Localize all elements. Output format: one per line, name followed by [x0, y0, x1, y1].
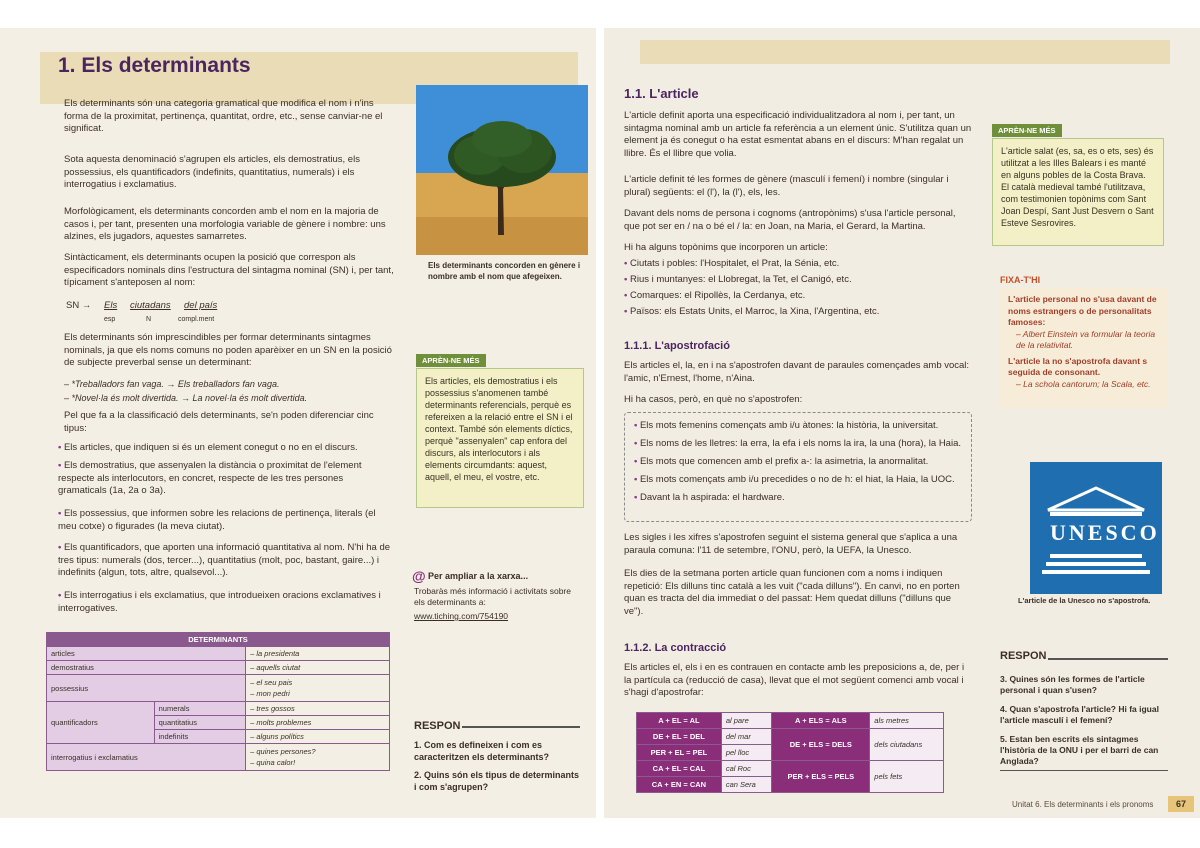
- apren-box-right: L'article salat (es, sa, es o ets, ses) és utilitzat a les Illes Balears i es manté en alguns pobles de la Costa Brava. El català medieval també l'utilitzava, com testimonien topònims com Sant Joan Despí, Sant Just Desvern o Sant Esteve Sesrovires.: [992, 138, 1164, 246]
- fixa-tag: FIXA-T'HI: [1000, 275, 1041, 285]
- table-row: CA + EL = CAL cal Roc PER + ELS = PELS pels fets: [637, 761, 944, 777]
- toponym-bullet-4: • Països: els Estats Units, el Marroc, la Xina, l'Argentina, etc.: [624, 306, 972, 319]
- toponym-bullet-3: • Comarques: el Ripollès, la Cerdanya, etc.: [624, 290, 972, 303]
- table-row: possessius – el seu pais – mon pedri: [47, 675, 390, 702]
- bullet-articles: • Els articles, que indiquen si és un element conegut o no en el discurs.: [58, 442, 394, 455]
- ampliar-text: Trobaràs més informació i activitats sobre els determinants a:: [414, 586, 571, 607]
- table-row: interrogatius i exclamatius – quines persones? – quina calor!: [47, 744, 390, 771]
- contraccio-paragraph: Els articles el, els i en es contrauen en contacte amb les preposicions a, de, per i la partícula ca (reducció de casa), llevat que el mot següent comenci amb vocal i s'hagi d'apostrofar:: [624, 662, 965, 698]
- article-paragraph-1: L'article definit aporta una especificació individualitzadora al nom i, per tant, un sintagma nominal amb un article fa referència a un element únic. S'utilitza quan un element ja és conegut o ha estat esmentat abans en el discurs: M'han regalat un llibre. És el llibre que volia.: [624, 110, 972, 159]
- question-4: 4. Quan s'apostrofa l'article? Hi fa igual l'article masculí i el femení?: [1000, 704, 1159, 725]
- table-row: indefinits – alguns polítics: [47, 730, 390, 744]
- table-row: articles – la presidenta: [47, 647, 390, 661]
- sn-word-1: Els: [104, 300, 118, 311]
- respon-heading-right: RESPON: [1000, 650, 1047, 662]
- unesco-logo: [1030, 462, 1162, 594]
- article-paragraph-2: L'article definit té les formes de gènere (masculí i femení) i nombre (singular i plural) següents: el (l'), la (l'), els, les.: [624, 174, 949, 198]
- chapter-title: 1. Els determinants: [58, 54, 251, 77]
- sn-word-2: ciutadans: [130, 300, 171, 311]
- determinants-table: [46, 632, 390, 771]
- apren-tag-left: APRÈN-NE MÉS: [416, 354, 486, 367]
- intro-paragraph: Els determinants són una categoria gramatical que modifica el nom i n'ins forma de la proximitat, pertinença, quantitat, ordre, etc., sense canviar-ne el significat.: [64, 98, 383, 134]
- ampliar-title: Per ampliar a la xarxa...: [428, 571, 529, 581]
- bullet-quantificadors: • Els quantificadors, que aporten una informació quantitativa al nom. N'hi ha de tres tipus: numerals (dos, tercer...), quantitatius (molt, poc, bastant, gaire...) i indefinits (algun, tots, altre, qualsevol...).: [58, 542, 394, 580]
- table-row: PER + EL = PEL pel lloc: [637, 745, 944, 761]
- sn-word-3: del país: [184, 300, 218, 311]
- sn-label-3: compl.ment: [178, 316, 215, 323]
- bullet-interrogatius: • Els interrogatius i els exclamatius, que introdueixen oracions exclamatives i interrogatives.: [58, 590, 394, 615]
- table-row: quantificadors numerals – tres gossos: [47, 702, 390, 716]
- bullet-demostratius: • Els demostratius, que assenyalen la distància o proximitat de l'element respecte als interlocutors, en concret, respecte de les tres persones gramaticals (1a, 2a o 3a).: [58, 460, 394, 498]
- sn-label-2: N: [146, 316, 152, 323]
- left-page: [0, 28, 596, 818]
- fixa-box: L'article personal no s'usa davant de noms estrangers o de personalitats famoses: – Albert Einstein va formular la teoria de la relativitat. L'article la no s'apostrofa davant s seguida de consonant. – La schola cantorum; la Scala, etc.: [1000, 288, 1168, 408]
- unesco-text: UNESCO: [1050, 520, 1160, 545]
- question-5: 5. Estan ben escrits els sintagmes l'història de la ONU i per el barri de can Anglada?: [1000, 734, 1159, 766]
- tree-photo: [416, 85, 588, 255]
- apostrofacio-paragraph-3: Les sigles i les xifres s'apostrofen seguint el sistema general que s'aplica a una paraula comuna: l'11 de setembre, l'ONU, però, la UEFA, la Unesco.: [624, 532, 958, 556]
- question-1: 1. Com es defineixen i com es caracteritzen els determinants?: [414, 740, 550, 762]
- exception-item: • Els mots que comencen amb el prefix a-: la asimetria, la anormalitat.: [634, 456, 964, 469]
- example-1: – *Treballadors fan vaga. → Els treballadors fan vaga.: [64, 379, 280, 389]
- table-header: DETERMINANTS: [47, 633, 390, 647]
- apostrofacio-paragraph-2: Hi ha casos, però, en què no s'apostrofen:: [624, 394, 803, 405]
- apren-tag-right: APRÈN-NE MÉS: [992, 124, 1062, 137]
- section-title-article: 1.1. L'article: [624, 86, 699, 101]
- table-row: DE + EL = DEL del mar DE + ELS = DELS dels ciutadans: [637, 729, 944, 745]
- toponym-bullet-1: • Ciutats i pobles: l'Hospitalet, el Prat, la Sénia, etc.: [624, 258, 972, 271]
- exception-item: • Davant la h aspirada: el hardware.: [634, 492, 964, 505]
- unesco-caption: L'article de la Unesco no s'apostrofa.: [1018, 596, 1151, 605]
- section-title-contraccio: 1.1.2. La contracció: [624, 642, 727, 654]
- right-page: [604, 28, 1200, 818]
- question-3: 3. Quines són les formes de l'article personal i quan s'usen?: [1000, 674, 1145, 695]
- article-paragraph-3: Davant dels noms de persona i cognoms (antropònims) s'usa l'article personal, que pot ser en / na o bé el / la: en Joan, na Maria, el Gerard, la Martina.: [624, 208, 956, 232]
- respon-end-rule: [1000, 770, 1168, 771]
- table-row: A + EL = AL al pare A + ELS = ALS als metres: [637, 713, 944, 729]
- apren-box-left: Els articles, els demostratius i els possessius s'anomenen també determinants referencials, perquè es refereixen a la relació entre el SN i el context. També són elements díctics, perquè "assenyalen" cap enfora del discurs, als interlocutors i als elements circumdants: aquest, aquell, el meu, el vostre, etc.: [416, 368, 584, 508]
- page-footer: Unitat 6. Els determinants i els pronoms: [1012, 800, 1154, 809]
- exception-item: • Els noms de les lletres: la erra, la efa i els noms la ira, la una (hora), la Haia.: [634, 438, 964, 451]
- example-2: – *Novel·la és molt divertida. → La novel·la és molt divertida.: [64, 393, 308, 403]
- table-row: CA + EN = CAN can Sera: [637, 777, 944, 793]
- article-paragraph-4: Hi ha alguns topònims que incorporen un article:: [624, 242, 828, 253]
- table-row: demostratius – aquells ciutat: [47, 661, 390, 675]
- toponym-bullet-2: • Rius i muntanyes: el Llobregat, la Tet, el Canigó, etc.: [624, 274, 972, 287]
- web-icon: @: [412, 568, 426, 584]
- contraction-table: [636, 712, 944, 793]
- ampliar-link[interactable]: www.tiching.com/754190: [414, 611, 509, 621]
- title-band-right: [640, 40, 1170, 64]
- table-row: quantitatius – molts problemes: [47, 716, 390, 730]
- sn-label-1: esp: [104, 316, 116, 323]
- apostrofacio-paragraph-1: Els articles el, la, en i na s'apostrofen davant de paraules començades amb vocal: l'amic, n'Ernest, l'home, n'Aina.: [624, 360, 970, 384]
- section-title-apostrofacio: 1.1.1. L'apostrofació: [624, 340, 730, 352]
- exception-item: • Els mots femenins començats amb i/u àtones: la història, la universitat.: [634, 420, 964, 433]
- question-2: 2. Quins són els tipus de determinants i com s'agrupen?: [414, 770, 580, 792]
- respon-rule-right: [1048, 658, 1168, 660]
- respon-heading-left: RESPON: [414, 720, 461, 732]
- photo-caption: Els determinants concorden en gènere i nombre amb el nom que afegeixen.: [428, 261, 581, 281]
- paragraph-5: Els determinants són imprescindibles per formar determinants sintagmes nominals, ja que els noms comuns no poden aparèixer en un SN en la posició de subjecte preverbal sense un determinant:: [64, 332, 392, 368]
- bullet-possessius: • Els possessius, que informen sobre les relacions de pertinença, literals (el meu cotxe) o figurades (la meva ciutat).: [58, 508, 394, 533]
- paragraph-2: Sota aquesta denominació s'agrupen els articles, els demostratius, els possessius, els quantificadors (indefinits, quantitatius, numerals) i els interrogatius i exclamatius.: [64, 154, 360, 190]
- paragraph-4: Sintàcticament, els determinants ocupen la posició que correspon als especificadors nominals dins l'estructura del sintagma nominal (SN) i, per tant, típicament s'anteposen al nom:: [64, 252, 394, 288]
- page-number: 67: [1168, 796, 1194, 812]
- respon-rule-left: [462, 726, 580, 728]
- exception-item: • Els mots començats amb i/u precedides o no de h: el hiat, la Haia, la UOC.: [634, 474, 964, 487]
- paragraph-3: Morfològicament, els determinants concorden amb el nom en la majoria de casos i, per tant, presenten una morfologia variable de gènere i nombre: uns alzines, els jugadors, aquestes samarretes.: [64, 206, 386, 242]
- apostrofacio-paragraph-4: Els dies de la setmana porten article quan funcionen com a noms i indiquen repetició: Els dilluns tinc català a les vuit ("cada dilluns"). En canvi, no en porten quan es tracta del dia immediat o del passat: Hem quedat dilluns ("dilluns que ve").: [624, 568, 960, 617]
- paragraph-6: Pel que fa a la classificació dels determinants, se'n poden diferenciar cinc tipus:: [64, 410, 374, 434]
- sn-arrow: SN →: [66, 300, 92, 311]
